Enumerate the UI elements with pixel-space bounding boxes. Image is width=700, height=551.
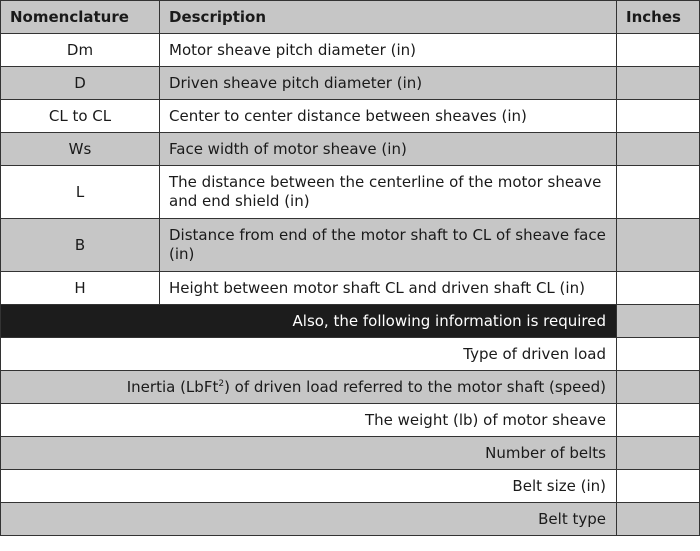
inches-cell — [617, 219, 700, 272]
inertia-suffix: ) of driven load referred to the motor shaft (speed) — [224, 377, 606, 396]
table-row — [1, 166, 700, 219]
inches-cell — [617, 34, 700, 67]
table-row — [1, 133, 700, 166]
inches-cell — [617, 437, 700, 470]
nomenclature-cell: H — [1, 272, 160, 305]
nomenclature-cell: B — [1, 219, 160, 272]
description-cell: Distance from end of the motor shaft to CL of sheave face (in) — [160, 219, 617, 272]
required-row — [1, 503, 700, 536]
inches-cell — [617, 133, 700, 166]
table-row — [1, 67, 700, 100]
nomenclature-cell: Dm — [1, 34, 160, 67]
inches-cell — [617, 305, 700, 338]
required-row — [1, 404, 700, 437]
required-item: Belt type — [1, 503, 617, 536]
nomenclature-cell: CL to CL — [1, 100, 160, 133]
nomenclature-header: Nomenclature — [1, 1, 160, 34]
nomenclature-cell: D — [1, 67, 160, 100]
required-row — [1, 371, 700, 404]
header-row — [1, 1, 700, 34]
nomenclature-cell: Ws — [1, 133, 160, 166]
inches-cell — [617, 404, 700, 437]
description-cell: Face width of motor sheave (in) — [160, 133, 617, 166]
inches-cell — [617, 166, 700, 219]
inches-cell — [617, 371, 700, 404]
inches-cell — [617, 272, 700, 305]
nomenclature-cell: L — [1, 166, 160, 219]
required-heading: Also, the following information is required — [1, 305, 617, 338]
description-cell: Motor sheave pitch diameter (in) — [160, 34, 617, 67]
inches-cell — [617, 100, 700, 133]
required-row — [1, 437, 700, 470]
required-heading-row — [1, 305, 700, 338]
required-row — [1, 338, 700, 371]
table-row — [1, 100, 700, 133]
table-row — [1, 272, 700, 305]
inches-cell — [617, 503, 700, 536]
required-row — [1, 470, 700, 503]
inches-header: Inches — [617, 1, 700, 34]
description-cell: The distance between the centerline of the motor sheave and end shield (in) — [160, 166, 617, 219]
inches-cell — [617, 67, 700, 100]
required-item: Type of driven load — [1, 338, 617, 371]
description-cell: Center to center distance between sheaves (in) — [160, 100, 617, 133]
inches-cell — [617, 338, 700, 371]
description-cell: Height between motor shaft CL and driven shaft CL (in) — [160, 272, 617, 305]
description-cell: Driven sheave pitch diameter (in) — [160, 67, 617, 100]
inches-cell — [617, 470, 700, 503]
table-row — [1, 219, 700, 272]
required-item-inertia — [1, 371, 617, 404]
required-item: Belt size (in) — [1, 470, 617, 503]
description-header: Description — [160, 1, 617, 34]
inertia-superscript: 2 — [218, 378, 225, 389]
required-item: Number of belts — [1, 437, 617, 470]
inertia-prefix: Inertia (LbFt — [126, 377, 219, 396]
table-row — [1, 34, 700, 67]
required-item: The weight (lb) of motor sheave — [1, 404, 617, 437]
